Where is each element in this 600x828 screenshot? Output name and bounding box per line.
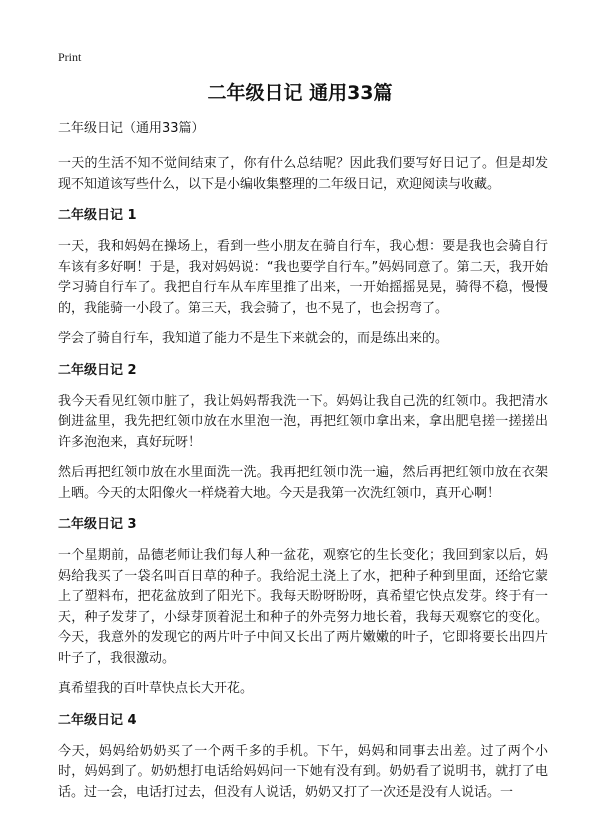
section-3-paragraph-2: 真希望我的百叶草快点长大开花。 (58, 681, 254, 696)
intro-paragraph: 一天的生活不知不觉间结束了，你有什么总结呢？因此我们要写好日记了。但是却发现不知道该写些什么，以下是小编收集整理的二年级日记，欢迎阅读与收藏。 (58, 156, 548, 192)
section-heading-1: 二年级日记 1 (58, 208, 137, 223)
section-4-paragraph-1: 今天，妈妈给奶奶买了一个两千多的手机。下午，妈妈和同事去出差。过了两个小时，妈妈到了。奶奶想打电话给妈妈问一下她有没有到。奶奶看了说明书，就打了电话。过一会，电话打过去，但没有人说话，奶奶又打了一次还是没有人说话。一 (58, 743, 548, 800)
section-heading-2: 二年级日记 2 (58, 362, 137, 378)
section-heading-4: 二年级日记 4 (58, 712, 137, 728)
page-title: 二年级日记 通用33篇 (207, 82, 393, 104)
article-subtitle: 二年级日记（通用33篇） (58, 121, 205, 136)
section-1-paragraph-2: 学会了骑自行车，我知道了能力不是生下来就会的，而是练出来的。 (58, 331, 449, 346)
section-3-paragraph-1: 一个星期前，品德老师让我们每人种一盆花，观察它的生长变化；我回到家以后，妈妈给我买了一袋名叫百日草的种子。我给泥土浇上了水，把种子种到里面，还给它蒙上了塑料布，把花盆放到了阳光下。我每天盼呀盼呀，真希望它快点发芽。终于有一天，种子发芽了，小绿芽顶着泥土和种子的外壳努力地长着，我每天观察它的变化。今天，我意外的发现它的两片叶子中间又长出了两片嫩嫩的叶子，它即将要长出四片叶子了，我很激动。 (58, 548, 548, 666)
section-2-paragraph-1: 我今天看见红领巾脏了，我让妈妈帮我洗一下。妈妈让我自己洗的红领巾。我把清水倒进盆里，我先把红领巾放在水里泡一泡，再把红领巾拿出来，拿出肥皂搓一搓搓出许多泡泡来，真好玩呀！ (58, 393, 548, 450)
print-link[interactable]: Print (58, 50, 82, 64)
section-heading-3: 二年级日记 3 (58, 517, 137, 532)
section-2-paragraph-2: 然后再把红领巾放在水里面洗一洗。我再把红领巾洗一遍，然后再把红领巾放在衣架上晒。今天的太阳像火一样烧着大地。今天是我第一次洗红领巾，真开心啊！ (58, 465, 548, 501)
article-body (58, 118, 548, 813)
section-1-paragraph-1: 一天，我和妈妈在操场上，看到一些小朋友在骑自行车，我心想：要是我也会骑自行车该有多好啊！于是，我对妈妈说：“我也要学自行车。”妈妈同意了。第二天，我开始学习骑自行车了。我把自行车从车库里推了出来，一开始摇摇晃晃，骑得不稳，慢慢的，我能骑一小段了。第三天，我会骑了，也不晃了，也会拐弯了。 (58, 239, 548, 316)
